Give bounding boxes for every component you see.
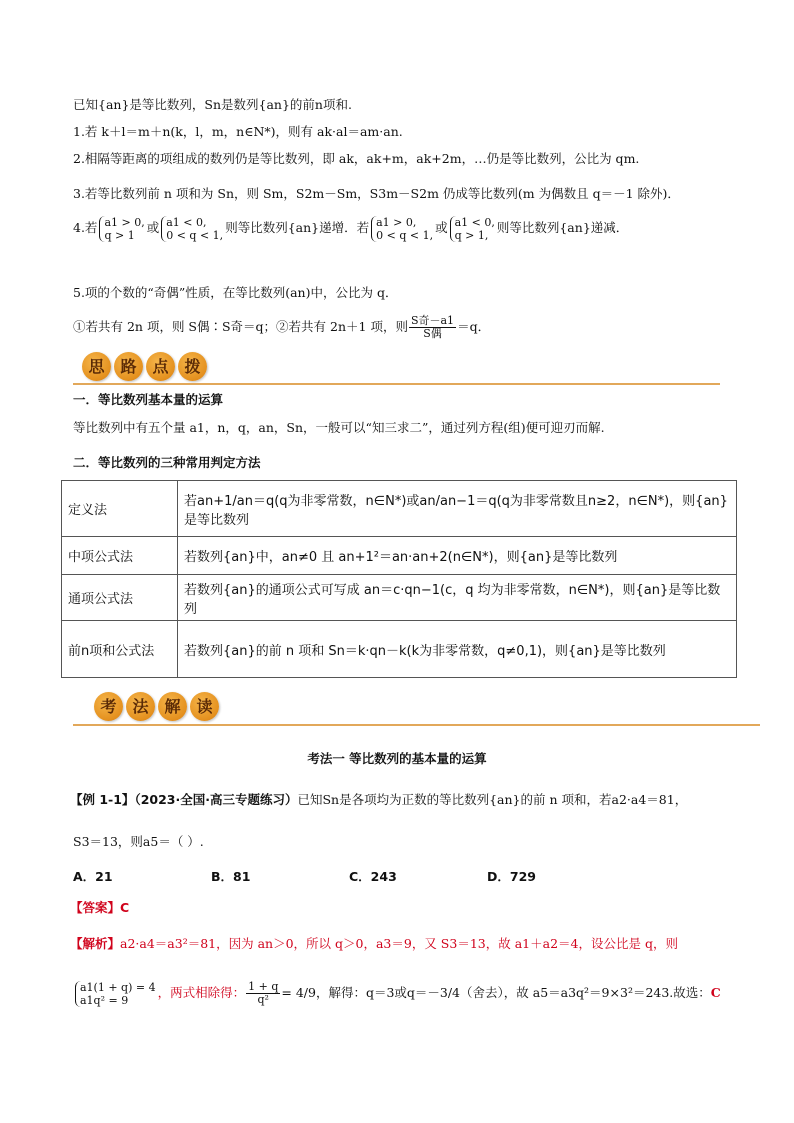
section-1-title: 一．等比数列基本量的运算 xyxy=(73,392,224,407)
choice-b[interactable]: B．81 xyxy=(211,869,251,884)
method-name: 通项公式法 xyxy=(62,575,178,621)
banner-char: 拨 xyxy=(178,352,207,381)
example-source: （2023·全国·高三专题练习） xyxy=(134,792,298,807)
methods-table xyxy=(61,480,737,678)
table-row xyxy=(62,537,737,575)
analysis-answer: C xyxy=(710,985,721,1000)
table-row xyxy=(62,481,737,537)
or-text: 或 xyxy=(146,220,160,235)
banner-char: 解 xyxy=(158,692,187,721)
property-5: 5.项的个数的“奇偶”性质，在等比数列(an)中，公比为 q． xyxy=(73,285,398,300)
method-desc: 若an+1/an＝q(q为非零常数，n∈N*)或an/an−1＝q(q为非零常数且n≥2，n∈N*)，则{an}是等比数列 xyxy=(178,481,737,537)
analysis-label: 【解析】 xyxy=(70,936,121,951)
choice-d[interactable]: D．729 xyxy=(487,869,536,884)
property-5-detail: ①若共有 2n 项，则 S偶∶S奇＝q；②若共有 2n＋1 项，则 $\frac{\text{S奇－a1}}{\text{S偶}}$ ＝q． xyxy=(73,314,491,340)
analysis-text-1: a2·a4＝a3²＝81，因为 an＞0，所以 q＞0，a3＝9，又 S3＝13，故 a1＋a2＝4，设公比是 q，则 xyxy=(120,936,678,951)
answer-line xyxy=(70,899,129,917)
property-2: 2.相隔等距离的项组成的数列仍是等比数列，即 ak，ak+m，ak+2m，…仍是等比数列，公比为 qm. xyxy=(73,151,640,166)
table-row xyxy=(62,575,737,621)
banner-char: 思 xyxy=(82,352,111,381)
case-decrease-1: a1 > 0, 0 < q < 1, xyxy=(371,216,433,242)
method-desc: 若数列{an}的前 n 项和 Sn＝k·qn－k(k为非零常数，q≠0,1)，则{an}是等比数列 xyxy=(178,621,737,678)
method-name: 前n项和公式法 xyxy=(62,621,178,678)
example-stem-2: S3＝13，则a5＝（ ）. xyxy=(73,834,204,849)
banner-char: 读 xyxy=(190,692,219,721)
kaofa-title: 考法一 等比数列的基本量的运算 xyxy=(307,751,487,766)
property-3: 3.若等比数列前 n 项和为 Sn，则 Sm，S2m－Sm，S3m－S2m 仍成等比数列(m 为偶数且 q＝－1 除外)． xyxy=(73,186,680,201)
answer-label: 【答案】 xyxy=(70,900,121,915)
property-4: 4.若 a1 > 0, q > 1 或 a1 < 0, 0 < q < 1, 则等比数列{an}递增．若 a1 > 0, 0 < q < 1, 或 a1 < 0, q > 1, 则等比数列{an}递减． xyxy=(73,215,629,242)
analysis-line-1 xyxy=(70,935,678,953)
banner-underline xyxy=(73,383,720,385)
choice-c[interactable]: C．243 xyxy=(349,869,397,884)
choice-a[interactable]: A．21 xyxy=(73,869,113,884)
case-increase-2: a1 < 0, 0 < q < 1, xyxy=(161,216,223,242)
property-4-tail2: 则等比数列{an}递减． xyxy=(496,220,629,235)
answer-value: C xyxy=(120,900,130,915)
intro-text: 已知{an}是等比数列，Sn是数列{an}的前n项和. xyxy=(73,97,352,112)
property-1: 1.若 k＋l＝m＋n(k，l，m，n∈N*)，则有 ak·al＝am·an. xyxy=(73,124,403,139)
case-increase-1: a1 > 0, q > 1 xyxy=(99,216,144,242)
banner-underline xyxy=(73,724,760,726)
analysis-system: a1(1 + q) = 4 a1q² = 9 xyxy=(75,981,156,1007)
example-stem-text: 已知Sn是各项均为正数的等比数列{an}的前 n 项和，若a2·a4＝81， xyxy=(297,792,688,807)
table-row xyxy=(62,621,737,678)
banner-char: 法 xyxy=(126,692,155,721)
method-name: 中项公式法 xyxy=(62,537,178,575)
property-4-tail1: 则等比数列{an}递增．若 xyxy=(225,220,370,235)
method-desc: 若数列{an}的通项公式可写成 an＝c·qn−1(c，q 均为非零常数，n∈N*)，则{an}是等比数列 xyxy=(178,575,737,621)
example-stem xyxy=(70,791,687,809)
banner-char: 考 xyxy=(94,692,123,721)
banner-kaofa-jiedu xyxy=(94,692,222,726)
property-4-lead: 4.若 xyxy=(73,220,98,235)
section-2-title: 二．等比数列的三种常用判定方法 xyxy=(73,455,261,470)
banner-char: 路 xyxy=(114,352,143,381)
case-decrease-2: a1 < 0, q > 1, xyxy=(450,216,495,242)
banner-char: 点 xyxy=(146,352,175,381)
example-tag: 【例 1-1】 xyxy=(70,792,135,807)
method-name: 定义法 xyxy=(62,481,178,537)
analysis-line-2: a1(1 + q) = 4 a1q² = 9 ，两式相除得： $\frac{1 + q}{\text{q²}}$ = 4/9，解得：q＝3或q＝－3/4（舍去），故 a5＝a3q²＝9×3²＝243.故选：C xyxy=(73,978,721,1008)
method-desc: 若数列{an}中，an≠0 且 an+1²＝an·an+2(n∈N*)，则{an}是等比数列 xyxy=(178,537,737,575)
section-1-body: 等比数列中有五个量 a1，n，q，an，Sn，一般可以“知三求二”，通过列方程(组)便可迎刃而解. xyxy=(73,420,605,435)
banner-silu-dianbo xyxy=(82,352,210,386)
